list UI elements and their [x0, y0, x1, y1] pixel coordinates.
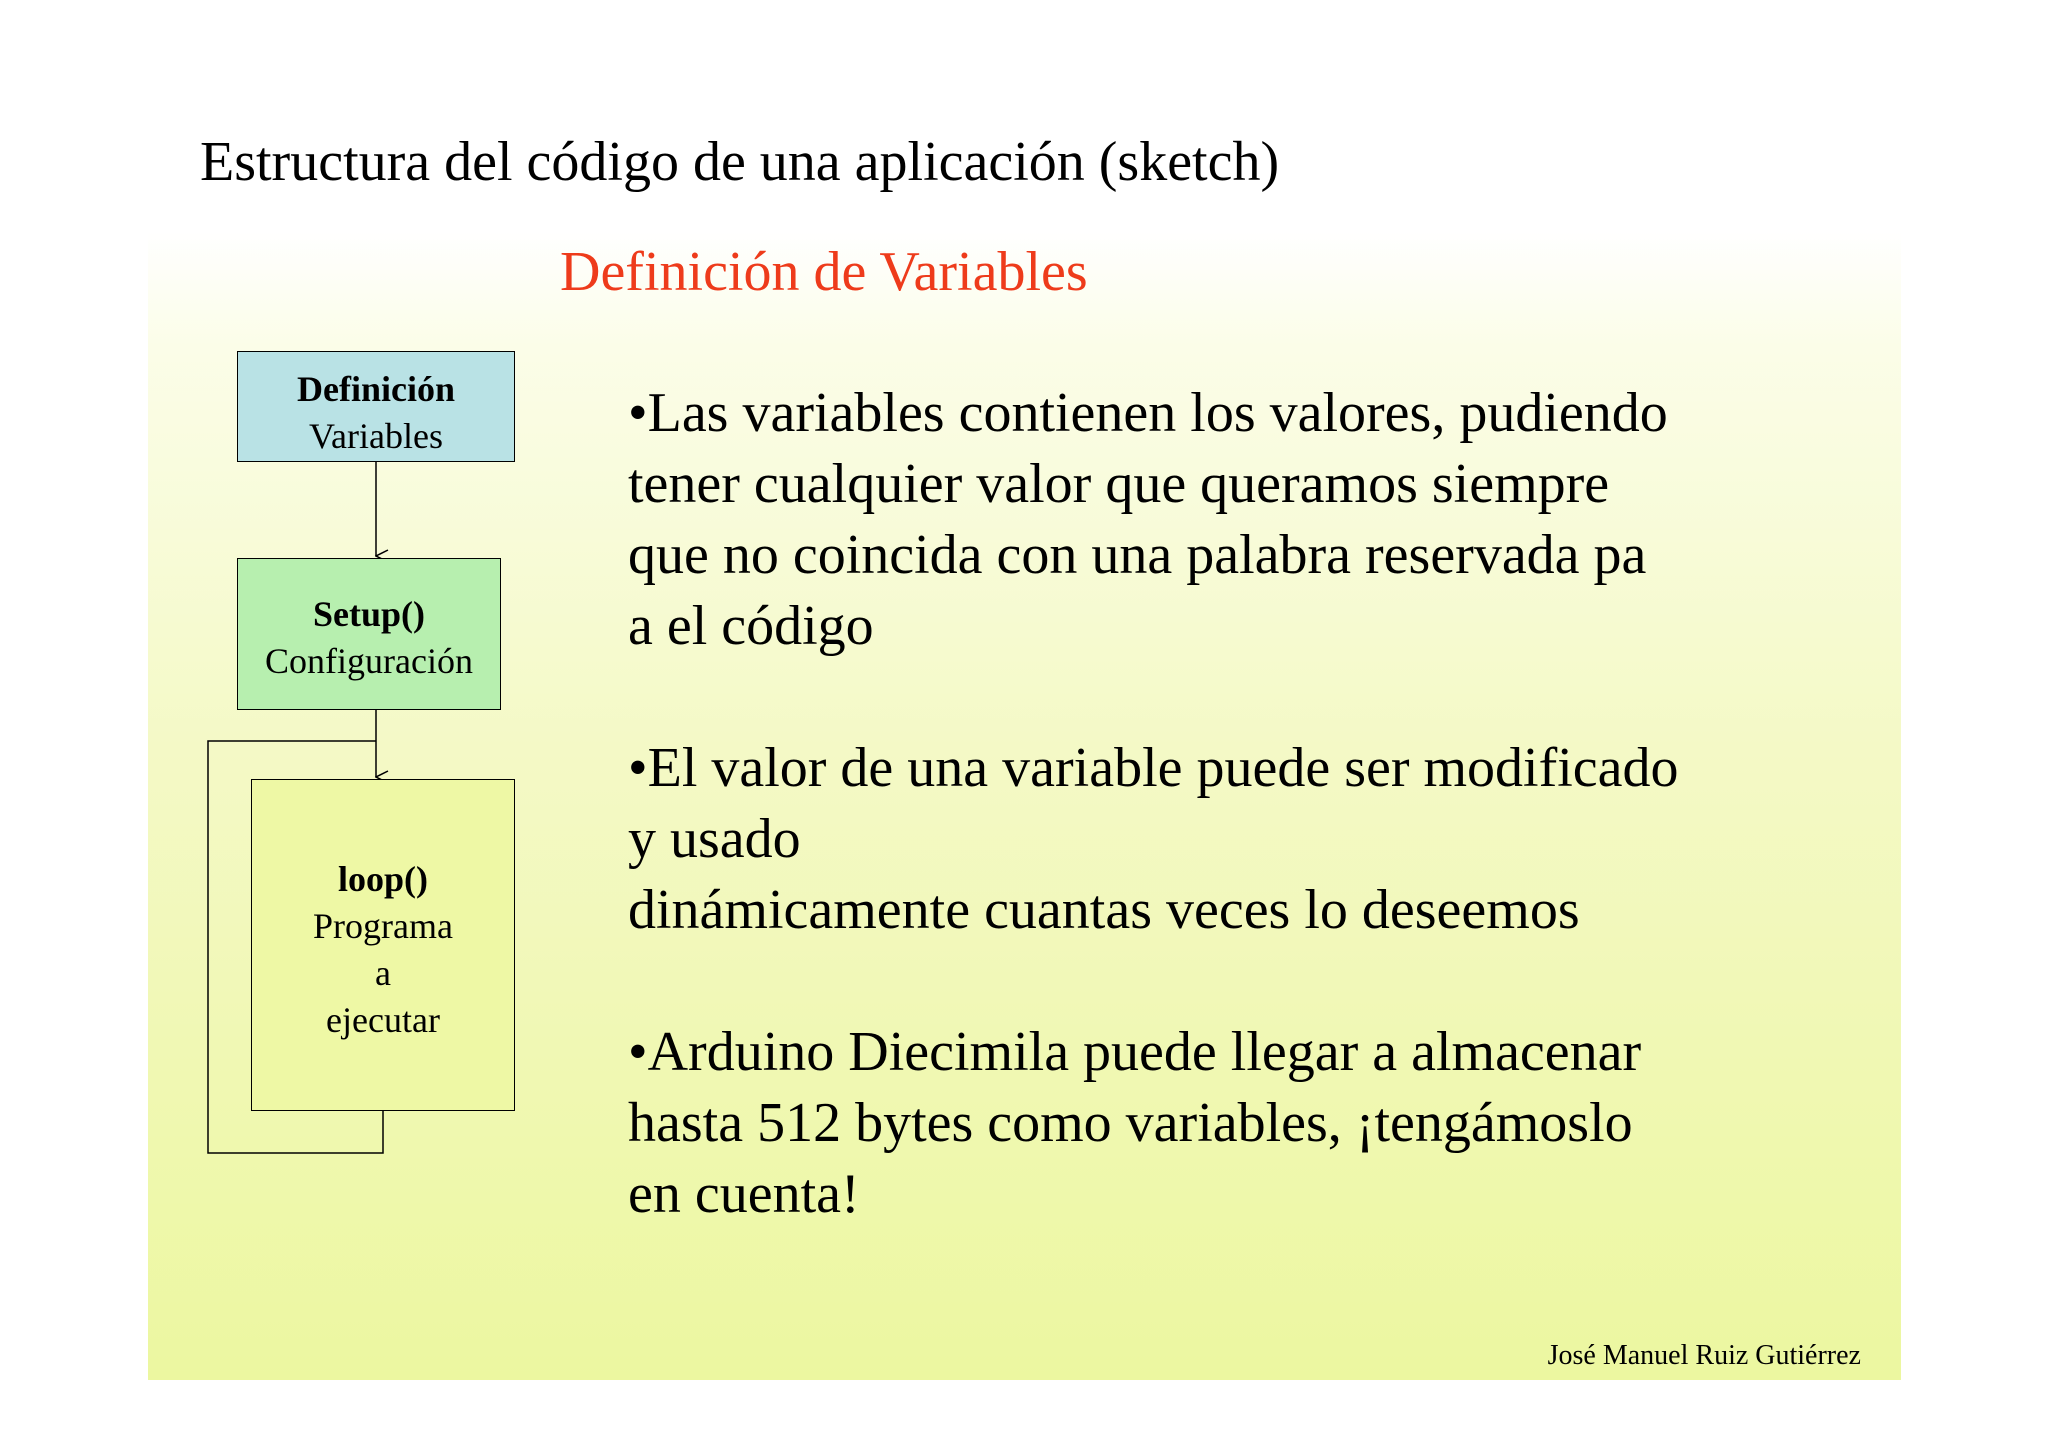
bullet-line: en cuenta! [628, 1163, 860, 1225]
bullet-variables-values [628, 378, 1679, 662]
bullet-line: •El valor de una variable puede ser modificado [628, 737, 1679, 799]
slide-subtitle: Definición de Variables [560, 241, 1088, 303]
author-credit: José Manuel Ruiz Gutiérrez [1547, 1340, 1861, 1371]
bullet-line: y usado [628, 808, 801, 870]
box-setup [237, 558, 501, 710]
box-setup-title: Setup() [312, 594, 425, 634]
box-loop-label-line: ejecutar [326, 1000, 440, 1040]
box-loop [251, 779, 515, 1111]
bullet-list [628, 378, 1679, 1301]
bullet-line: tener cualquier valor que queramos siempre [628, 453, 1610, 515]
box-setup-label: Configuración [265, 641, 473, 681]
box-definicion-label: Variables [309, 416, 443, 456]
bullet-line: dinámicamente cuantas veces lo deseemos [628, 879, 1580, 941]
bullet-line: •Arduino Diecimila puede llegar a almacenar [628, 1021, 1642, 1083]
bullet-variable-modification [628, 733, 1679, 946]
bullet-line: •Las variables contienen los valores, pudiendo [628, 382, 1668, 444]
bullet-line: hasta 512 bytes como variables, ¡tengámoslo [628, 1092, 1633, 1154]
box-definicion-title: Definición [297, 369, 455, 409]
slide-title: Estructura del código de una aplicación (sketch) [200, 131, 1280, 193]
bullet-line: a el código [628, 595, 874, 657]
box-loop-label-line: a [375, 953, 391, 993]
box-loop-label-line: Programa [313, 906, 453, 946]
bullet-line: que no coincida con una palabra reservada pa [628, 524, 1647, 586]
bullet-arduino-memory [628, 1017, 1679, 1230]
box-loop-title: loop() [338, 859, 428, 899]
box-definicion-variables [237, 351, 515, 462]
